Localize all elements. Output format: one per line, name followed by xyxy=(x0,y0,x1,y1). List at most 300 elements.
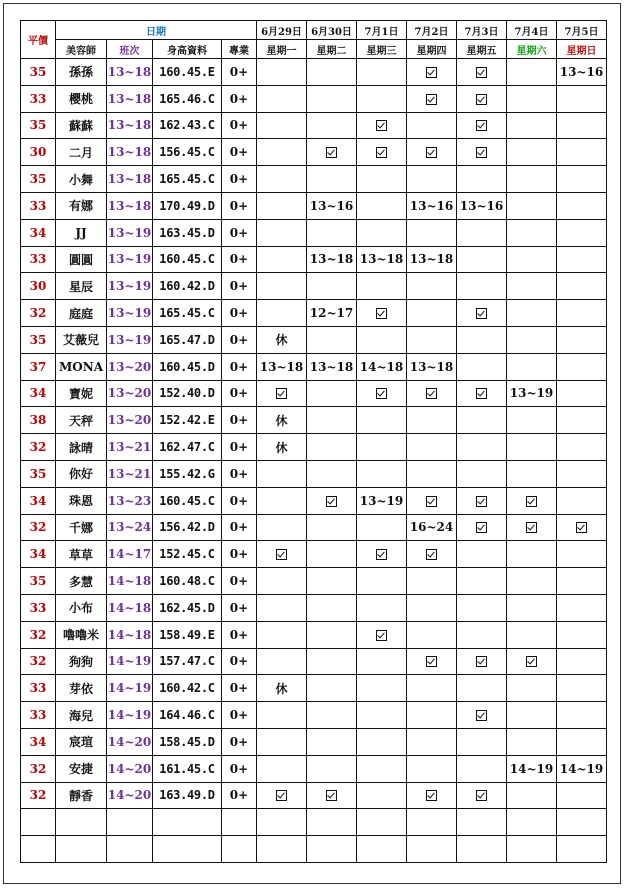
price-cell: 38 xyxy=(21,407,56,434)
empty-cell xyxy=(222,836,257,863)
checkbox-checked-icon xyxy=(276,790,287,801)
price-cell: 34 xyxy=(21,380,56,407)
day-cell xyxy=(457,434,507,461)
empty-cell xyxy=(557,809,607,836)
empty-cell xyxy=(507,836,557,863)
height-data-cell: 161.45.C xyxy=(153,755,222,782)
day-cell xyxy=(507,353,557,380)
day-cell xyxy=(557,621,607,648)
height-data-cell: 157.47.C xyxy=(153,648,222,675)
shift-cell: 13~20 xyxy=(107,380,153,407)
empty-cell xyxy=(357,809,407,836)
table-row xyxy=(21,594,607,621)
day-cell-checked xyxy=(307,782,357,809)
day-cell xyxy=(557,487,607,514)
day-cell xyxy=(557,273,607,300)
day-cell: 13~18 xyxy=(407,246,457,273)
stylist-name-cell: 圓圓 xyxy=(56,246,107,273)
date-label: 日期 xyxy=(56,21,257,40)
shift-cell: 13~20 xyxy=(107,353,153,380)
day-cell xyxy=(507,85,557,112)
day-cell: 13~18 xyxy=(407,353,457,380)
day-cell xyxy=(407,273,457,300)
table-row xyxy=(21,460,607,487)
day-cell xyxy=(307,85,357,112)
day-cell xyxy=(357,675,407,702)
checkbox-checked-icon xyxy=(476,120,487,131)
day-cell xyxy=(307,702,357,729)
empty-row xyxy=(21,836,607,863)
empty-cell xyxy=(357,836,407,863)
header-row-1 xyxy=(21,21,607,40)
day-cell xyxy=(457,621,507,648)
price-cell: 35 xyxy=(21,112,56,139)
day-cell-checked xyxy=(357,300,407,327)
day-cell xyxy=(557,246,607,273)
day-cell xyxy=(407,460,457,487)
stylist-name-cell: 靜香 xyxy=(56,782,107,809)
shift-cell: 14~18 xyxy=(107,594,153,621)
empty-cell xyxy=(222,809,257,836)
day-cell xyxy=(457,273,507,300)
date-header: 7月1日 xyxy=(357,21,407,40)
day-cell xyxy=(457,755,507,782)
stylist-name-cell: 狗狗 xyxy=(56,648,107,675)
day-cell xyxy=(357,755,407,782)
day-cell-checked xyxy=(457,59,507,86)
day-cell xyxy=(357,728,407,755)
day-cell xyxy=(507,728,557,755)
day-cell xyxy=(407,568,457,595)
day-cell-checked xyxy=(407,59,457,86)
height-data-cell: 162.45.D xyxy=(153,594,222,621)
checkbox-checked-icon xyxy=(426,790,437,801)
day-cell-checked xyxy=(307,487,357,514)
day-cell xyxy=(557,782,607,809)
table-row xyxy=(21,782,607,809)
stylist-name-cell: 你好 xyxy=(56,460,107,487)
day-cell: 13~18 xyxy=(357,246,407,273)
day-cell: 13~18 xyxy=(307,353,357,380)
empty-cell xyxy=(153,836,222,863)
table-row xyxy=(21,514,607,541)
shift-cell: 14~19 xyxy=(107,702,153,729)
empty-cell xyxy=(407,836,457,863)
checkbox-checked-icon xyxy=(376,388,387,399)
shift-cell: 13~18 xyxy=(107,166,153,193)
day-cell xyxy=(557,460,607,487)
day-cell xyxy=(557,568,607,595)
empty-cell xyxy=(557,836,607,863)
price-cell: 34 xyxy=(21,541,56,568)
empty-cell xyxy=(21,809,56,836)
stylist-name-cell: MONA xyxy=(56,353,107,380)
price-cell: 33 xyxy=(21,675,56,702)
table-row xyxy=(21,139,607,166)
day-cell xyxy=(257,246,307,273)
stylist-header: 美容師 xyxy=(56,40,107,59)
day-cell xyxy=(307,59,357,86)
day-cell xyxy=(457,246,507,273)
day-cell-checked xyxy=(457,85,507,112)
day-cell xyxy=(307,380,357,407)
day-cell xyxy=(357,782,407,809)
price-cell: 32 xyxy=(21,514,56,541)
header-row-2 xyxy=(21,40,607,59)
empty-cell xyxy=(56,809,107,836)
profession-cell: 0+ xyxy=(222,59,257,86)
day-cell xyxy=(507,434,557,461)
profession-cell: 0+ xyxy=(222,782,257,809)
day-cell xyxy=(507,594,557,621)
day-cell xyxy=(457,728,507,755)
day-cell: 12~17 xyxy=(307,300,357,327)
checkbox-checked-icon xyxy=(526,496,537,507)
day-cell-checked xyxy=(457,380,507,407)
day-cell xyxy=(507,166,557,193)
stylist-name-cell: 蘇蘇 xyxy=(56,112,107,139)
stylist-name-cell: 千娜 xyxy=(56,514,107,541)
day-cell xyxy=(457,541,507,568)
day-cell: 13~16 xyxy=(407,192,457,219)
empty-cell xyxy=(457,836,507,863)
empty-cell xyxy=(107,836,153,863)
weekday-header: 星期一 xyxy=(257,40,307,59)
day-cell xyxy=(557,139,607,166)
profession-cell: 0+ xyxy=(222,755,257,782)
day-cell-checked xyxy=(257,541,307,568)
profession-cell: 0+ xyxy=(222,675,257,702)
profession-cell: 0+ xyxy=(222,166,257,193)
date-header: 7月4日 xyxy=(507,21,557,40)
day-cell-checked xyxy=(457,782,507,809)
table-row xyxy=(21,166,607,193)
profession-cell: 0+ xyxy=(222,246,257,273)
profession-cell: 0+ xyxy=(222,460,257,487)
stylist-name-cell: 多慧 xyxy=(56,568,107,595)
checkbox-checked-icon xyxy=(376,147,387,158)
day-cell xyxy=(507,407,557,434)
day-cell: 13~16 xyxy=(307,192,357,219)
height-data-cell: 158.49.E xyxy=(153,621,222,648)
shift-cell: 13~19 xyxy=(107,326,153,353)
checkbox-checked-icon xyxy=(426,549,437,560)
empty-cell xyxy=(457,809,507,836)
checkbox-checked-icon xyxy=(426,94,437,105)
day-cell xyxy=(557,85,607,112)
stylist-name-cell: 天秤 xyxy=(56,407,107,434)
checkbox-checked-icon xyxy=(476,308,487,319)
day-cell xyxy=(407,407,457,434)
price-cell: 35 xyxy=(21,460,56,487)
price-header: 平價 xyxy=(21,21,56,59)
day-cell: 16~24 xyxy=(407,514,457,541)
shift-cell: 13~18 xyxy=(107,85,153,112)
day-cell-checked xyxy=(557,514,607,541)
day-cell xyxy=(307,514,357,541)
stylist-name-cell: 宸瑄 xyxy=(56,728,107,755)
checkbox-checked-icon xyxy=(476,656,487,667)
date-header: 7月2日 xyxy=(407,21,457,40)
price-cell: 34 xyxy=(21,487,56,514)
schedule-table xyxy=(20,20,607,863)
day-cell-checked xyxy=(457,487,507,514)
price-cell: 33 xyxy=(21,246,56,273)
day-cell xyxy=(307,755,357,782)
day-cell xyxy=(557,702,607,729)
profession-cell: 0+ xyxy=(222,326,257,353)
day-cell xyxy=(357,568,407,595)
height-data-cell: 160.45.D xyxy=(153,353,222,380)
day-cell-checked xyxy=(357,541,407,568)
day-cell-checked xyxy=(357,380,407,407)
shift-cell: 13~18 xyxy=(107,192,153,219)
checkbox-checked-icon xyxy=(376,120,387,131)
table-row xyxy=(21,192,607,219)
day-cell xyxy=(357,594,407,621)
shift-cell: 13~19 xyxy=(107,300,153,327)
profession-cell: 0+ xyxy=(222,728,257,755)
price-cell: 32 xyxy=(21,434,56,461)
weekday-header-saturday: 星期六 xyxy=(507,40,557,59)
table-row xyxy=(21,219,607,246)
profession-cell: 0+ xyxy=(222,353,257,380)
price-cell: 37 xyxy=(21,353,56,380)
day-cell xyxy=(407,112,457,139)
table-row xyxy=(21,380,607,407)
table-row xyxy=(21,300,607,327)
day-cell xyxy=(257,85,307,112)
day-cell-checked xyxy=(407,487,457,514)
height-data-cell: 160.45.E xyxy=(153,59,222,86)
day-cell xyxy=(307,675,357,702)
day-cell xyxy=(457,460,507,487)
day-cell xyxy=(257,219,307,246)
day-cell xyxy=(557,326,607,353)
day-cell xyxy=(407,675,457,702)
height-data-cell: 152.40.D xyxy=(153,380,222,407)
day-cell xyxy=(307,728,357,755)
profession-cell: 0+ xyxy=(222,85,257,112)
day-cell-checked xyxy=(407,541,457,568)
height-data-cell: 160.42.D xyxy=(153,273,222,300)
day-cell-checked xyxy=(407,380,457,407)
checkbox-checked-icon xyxy=(326,790,337,801)
profession-cell: 0+ xyxy=(222,594,257,621)
weekday-header: 星期二 xyxy=(307,40,357,59)
stylist-name-cell: 嚕嚕米 xyxy=(56,621,107,648)
day-cell xyxy=(407,702,457,729)
empty-cell xyxy=(307,809,357,836)
day-cell xyxy=(507,112,557,139)
day-cell xyxy=(557,219,607,246)
price-cell: 35 xyxy=(21,59,56,86)
empty-row xyxy=(21,809,607,836)
height-data-cell: 156.45.C xyxy=(153,139,222,166)
day-cell xyxy=(257,166,307,193)
price-cell: 34 xyxy=(21,728,56,755)
empty-cell xyxy=(153,809,222,836)
day-cell-checked xyxy=(457,112,507,139)
day-cell xyxy=(257,487,307,514)
empty-cell xyxy=(21,836,56,863)
checkbox-checked-icon xyxy=(326,496,337,507)
day-cell xyxy=(357,273,407,300)
day-cell xyxy=(407,621,457,648)
stylist-name-cell: 小布 xyxy=(56,594,107,621)
shift-cell: 13~23 xyxy=(107,487,153,514)
shift-cell: 13~19 xyxy=(107,246,153,273)
table-row xyxy=(21,568,607,595)
checkbox-checked-icon xyxy=(276,549,287,560)
checkbox-checked-icon xyxy=(476,522,487,533)
table-row xyxy=(21,728,607,755)
price-cell: 30 xyxy=(21,273,56,300)
shift-cell: 13~18 xyxy=(107,139,153,166)
schedule-body xyxy=(21,59,607,863)
price-cell: 35 xyxy=(21,326,56,353)
stylist-name-cell: 有娜 xyxy=(56,192,107,219)
table-row xyxy=(21,326,607,353)
day-cell xyxy=(357,648,407,675)
stylist-name-cell: 星辰 xyxy=(56,273,107,300)
price-cell: 32 xyxy=(21,300,56,327)
weekday-header: 星期三 xyxy=(357,40,407,59)
height-data-cell: 162.43.C xyxy=(153,112,222,139)
day-cell-checked xyxy=(257,782,307,809)
day-cell xyxy=(307,273,357,300)
day-cell xyxy=(257,300,307,327)
date-header: 6月29日 xyxy=(257,21,307,40)
checkbox-checked-icon xyxy=(476,67,487,78)
height-data-cell: 156.42.D xyxy=(153,514,222,541)
day-cell: 13~16 xyxy=(457,192,507,219)
price-cell: 33 xyxy=(21,702,56,729)
day-cell xyxy=(557,541,607,568)
checkbox-checked-icon xyxy=(476,710,487,721)
day-cell xyxy=(457,353,507,380)
day-cell: 休 xyxy=(257,434,307,461)
profession-cell: 0+ xyxy=(222,702,257,729)
height-data-header: 身高資料 xyxy=(153,40,222,59)
checkbox-checked-icon xyxy=(376,549,387,560)
day-cell xyxy=(257,514,307,541)
table-row xyxy=(21,59,607,86)
price-cell: 30 xyxy=(21,139,56,166)
day-cell xyxy=(357,407,407,434)
shift-cell: 13~18 xyxy=(107,112,153,139)
height-data-cell: 160.45.C xyxy=(153,487,222,514)
date-header: 7月5日 xyxy=(557,21,607,40)
shift-cell: 13~19 xyxy=(107,219,153,246)
checkbox-checked-icon xyxy=(426,656,437,667)
checkbox-checked-icon xyxy=(426,147,437,158)
day-cell xyxy=(557,675,607,702)
checkbox-checked-icon xyxy=(426,388,437,399)
day-cell xyxy=(407,219,457,246)
profession-cell: 0+ xyxy=(222,621,257,648)
empty-cell xyxy=(407,809,457,836)
day-cell-checked xyxy=(457,648,507,675)
table-row xyxy=(21,702,607,729)
day-cell xyxy=(407,434,457,461)
checkbox-checked-icon xyxy=(426,67,437,78)
table-row xyxy=(21,648,607,675)
height-data-cell: 163.49.D xyxy=(153,782,222,809)
day-cell xyxy=(257,139,307,166)
shift-cell: 14~19 xyxy=(107,648,153,675)
stylist-name-cell: 艾薇兒 xyxy=(56,326,107,353)
day-cell-checked xyxy=(457,514,507,541)
day-cell-checked xyxy=(407,139,457,166)
weekday-header: 星期四 xyxy=(407,40,457,59)
day-cell xyxy=(507,273,557,300)
day-cell xyxy=(257,702,307,729)
shift-cell: 13~20 xyxy=(107,407,153,434)
day-cell: 休 xyxy=(257,675,307,702)
profession-cell: 0+ xyxy=(222,541,257,568)
table-row xyxy=(21,755,607,782)
day-cell xyxy=(507,702,557,729)
profession-header: 專業 xyxy=(222,40,257,59)
weekday-header: 星期五 xyxy=(457,40,507,59)
day-cell xyxy=(357,460,407,487)
weekday-header-sunday: 星期日 xyxy=(557,40,607,59)
day-cell xyxy=(407,594,457,621)
day-cell xyxy=(307,112,357,139)
stylist-name-cell: 二月 xyxy=(56,139,107,166)
empty-cell xyxy=(257,809,307,836)
day-cell xyxy=(357,85,407,112)
checkbox-checked-icon xyxy=(476,790,487,801)
empty-cell xyxy=(56,836,107,863)
profession-cell: 0+ xyxy=(222,139,257,166)
checkbox-checked-icon xyxy=(376,308,387,319)
day-cell xyxy=(557,166,607,193)
checkbox-checked-icon xyxy=(476,496,487,507)
day-cell xyxy=(507,541,557,568)
day-cell xyxy=(307,166,357,193)
price-cell: 35 xyxy=(21,166,56,193)
day-cell xyxy=(507,621,557,648)
table-row xyxy=(21,621,607,648)
stylist-name-cell: 寶妮 xyxy=(56,380,107,407)
profession-cell: 0+ xyxy=(222,112,257,139)
day-cell-checked xyxy=(357,139,407,166)
shift-cell: 14~20 xyxy=(107,782,153,809)
height-data-cell: 152.42.E xyxy=(153,407,222,434)
day-cell xyxy=(357,59,407,86)
day-cell xyxy=(257,192,307,219)
day-cell xyxy=(507,326,557,353)
price-cell: 33 xyxy=(21,85,56,112)
height-data-cell: 165.45.C xyxy=(153,300,222,327)
day-cell xyxy=(357,192,407,219)
day-cell: 14~19 xyxy=(557,755,607,782)
shift-cell: 14~17 xyxy=(107,541,153,568)
day-cell xyxy=(307,219,357,246)
profession-cell: 0+ xyxy=(222,434,257,461)
stylist-name-cell: 詠晴 xyxy=(56,434,107,461)
height-data-cell: 162.47.C xyxy=(153,434,222,461)
profession-cell: 0+ xyxy=(222,219,257,246)
shift-cell: 14~20 xyxy=(107,728,153,755)
day-cell-checked xyxy=(407,648,457,675)
day-cell xyxy=(557,594,607,621)
table-row xyxy=(21,85,607,112)
stylist-name-cell: 小舞 xyxy=(56,166,107,193)
day-cell xyxy=(557,300,607,327)
